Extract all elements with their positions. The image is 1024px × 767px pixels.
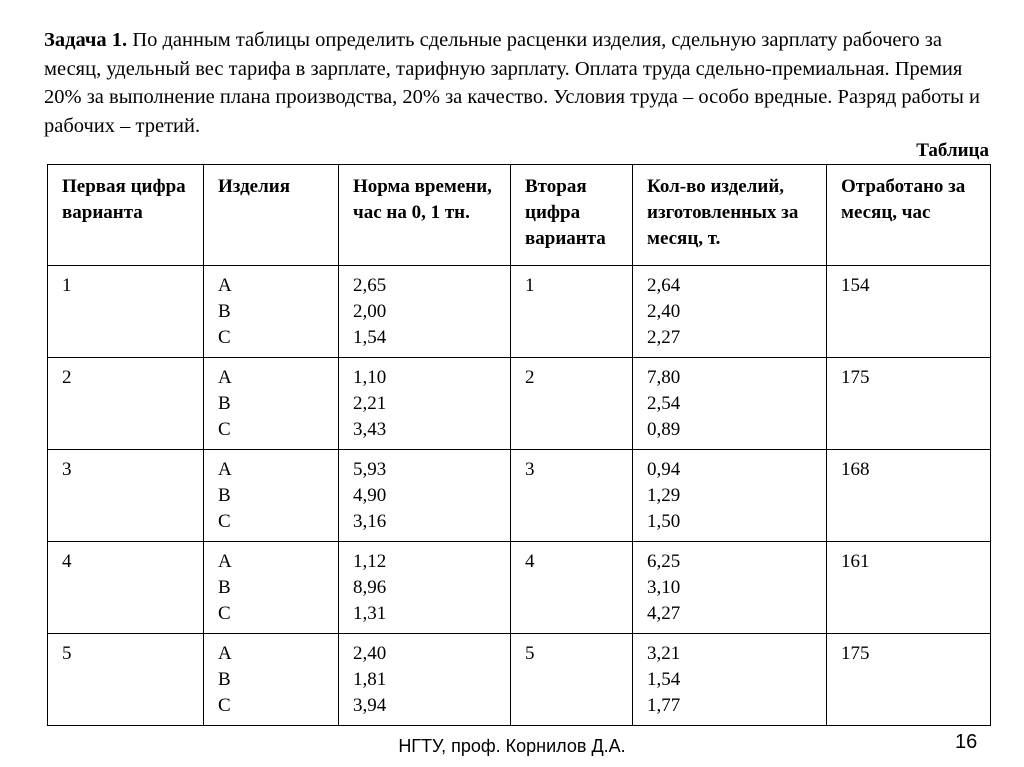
cell-second-digit: 2 (511, 358, 633, 450)
cell-quantities-line: 6,25 (647, 551, 681, 572)
cell-hours: 161 (827, 542, 991, 634)
cell-second-digit: 4 (511, 542, 633, 634)
cell-time-norms (339, 266, 511, 358)
cell-hours: 175 (827, 634, 991, 726)
cell-products (204, 542, 339, 634)
data-table (47, 164, 991, 726)
cell-time-norms-line: 2,40 (353, 643, 387, 664)
table-body (48, 266, 991, 726)
cell-quantities (633, 358, 827, 450)
cell-products-line: C (218, 327, 231, 348)
table-label: Таблица (916, 140, 989, 161)
cell-quantities-line: 0,94 (647, 459, 681, 480)
cell-products-line: A (218, 459, 232, 480)
cell-products (204, 266, 339, 358)
cell-first-digit: 1 (48, 266, 204, 358)
cell-products (204, 358, 339, 450)
cell-time-norms (339, 450, 511, 542)
table-header-row (48, 165, 991, 266)
cell-quantities-line: 1,54 (647, 669, 681, 690)
cell-hours: 175 (827, 358, 991, 450)
cell-quantities-line: 1,29 (647, 485, 681, 506)
cell-first-digit: 5 (48, 634, 204, 726)
header-first-digit: Первая цифра варианта (48, 165, 204, 266)
table-row (48, 450, 991, 542)
cell-products-line: C (218, 603, 231, 624)
cell-time-norms (339, 358, 511, 450)
cell-time-norms-line: 1,54 (353, 327, 387, 348)
cell-quantities-line: 4,27 (647, 603, 681, 624)
cell-time-norms-line: 2,00 (353, 301, 387, 322)
cell-products-line: B (218, 485, 231, 506)
cell-time-norms (339, 542, 511, 634)
cell-time-norms-line: 4,90 (353, 485, 387, 506)
cell-quantities-line: 2,40 (647, 301, 681, 322)
cell-time-norms-line: 8,96 (353, 577, 387, 598)
footer-author: НГТУ, проф. Корнилов Д.А. (398, 736, 626, 756)
task-title: Задача 1. (44, 29, 128, 51)
cell-products-line: A (218, 367, 232, 388)
cell-time-norms-line: 1,81 (353, 669, 387, 690)
cell-products-line: A (218, 551, 232, 572)
cell-products-line: C (218, 511, 231, 532)
cell-quantities (633, 266, 827, 358)
header-quantity: Кол-во изделий, изготовленных за месяц, т. (633, 165, 827, 266)
cell-first-digit: 4 (48, 542, 204, 634)
cell-products-line: A (218, 643, 232, 664)
cell-time-norms-line: 1,12 (353, 551, 387, 572)
header-products: Изделия (204, 165, 339, 266)
cell-first-digit: 3 (48, 450, 204, 542)
cell-products-line: B (218, 301, 231, 322)
cell-hours: 154 (827, 266, 991, 358)
cell-products-line: C (218, 419, 231, 440)
cell-quantities-line: 2,54 (647, 393, 681, 414)
cell-quantities (633, 542, 827, 634)
header-time-norm: Норма времени, час на 0, 1 тн. (339, 165, 511, 266)
cell-quantities-line: 1,50 (647, 511, 681, 532)
cell-quantities-line: 1,77 (647, 695, 681, 716)
cell-second-digit: 3 (511, 450, 633, 542)
cell-time-norms-line: 2,21 (353, 393, 387, 414)
cell-quantities (633, 450, 827, 542)
table-row (48, 358, 991, 450)
cell-quantities-line: 3,10 (647, 577, 681, 598)
cell-products (204, 634, 339, 726)
cell-products-line: B (218, 577, 231, 598)
table-row (48, 634, 991, 726)
cell-time-norms (339, 634, 511, 726)
cell-time-norms-line: 1,10 (353, 367, 387, 388)
cell-products-line: B (218, 669, 231, 690)
cell-quantities-line: 7,80 (647, 367, 681, 388)
header-second-digit: Вторая цифра варианта (511, 165, 633, 266)
cell-time-norms-line: 1,31 (353, 603, 387, 624)
cell-time-norms-line: 3,94 (353, 695, 387, 716)
cell-time-norms-line: 2,65 (353, 275, 387, 296)
cell-products-line: C (218, 695, 231, 716)
task-text: По данным таблицы определить сдельные расценки изделия, сдельную зарплату рабочего за месяц, удельный вес тарифа в зарплате, тарифную зарплату. Оплата труда сдельно-премиальная. Премия 20% за выполнение плана производства, 20% за качество. Условия труда – особо вредные. Разряд работы и рабочих – третий. (44, 29, 980, 137)
table-row (48, 542, 991, 634)
cell-time-norms-line: 5,93 (353, 459, 387, 480)
cell-time-norms-line: 3,43 (353, 419, 387, 440)
cell-products-line: B (218, 393, 231, 414)
cell-time-norms-line: 3,16 (353, 511, 387, 532)
cell-second-digit: 1 (511, 266, 633, 358)
cell-quantities-line: 2,27 (647, 327, 681, 348)
cell-second-digit: 5 (511, 634, 633, 726)
cell-hours: 168 (827, 450, 991, 542)
cell-quantities-line: 2,64 (647, 275, 681, 296)
table-row (48, 266, 991, 358)
header-hours: Отработано за месяц, час (827, 165, 991, 266)
task-statement (44, 26, 989, 140)
cell-first-digit: 2 (48, 358, 204, 450)
cell-products (204, 450, 339, 542)
cell-products-line: A (218, 275, 232, 296)
cell-quantities-line: 3,21 (647, 643, 681, 664)
cell-quantities-line: 0,89 (647, 419, 681, 440)
cell-quantities (633, 634, 827, 726)
page-number: 16 (955, 731, 978, 753)
